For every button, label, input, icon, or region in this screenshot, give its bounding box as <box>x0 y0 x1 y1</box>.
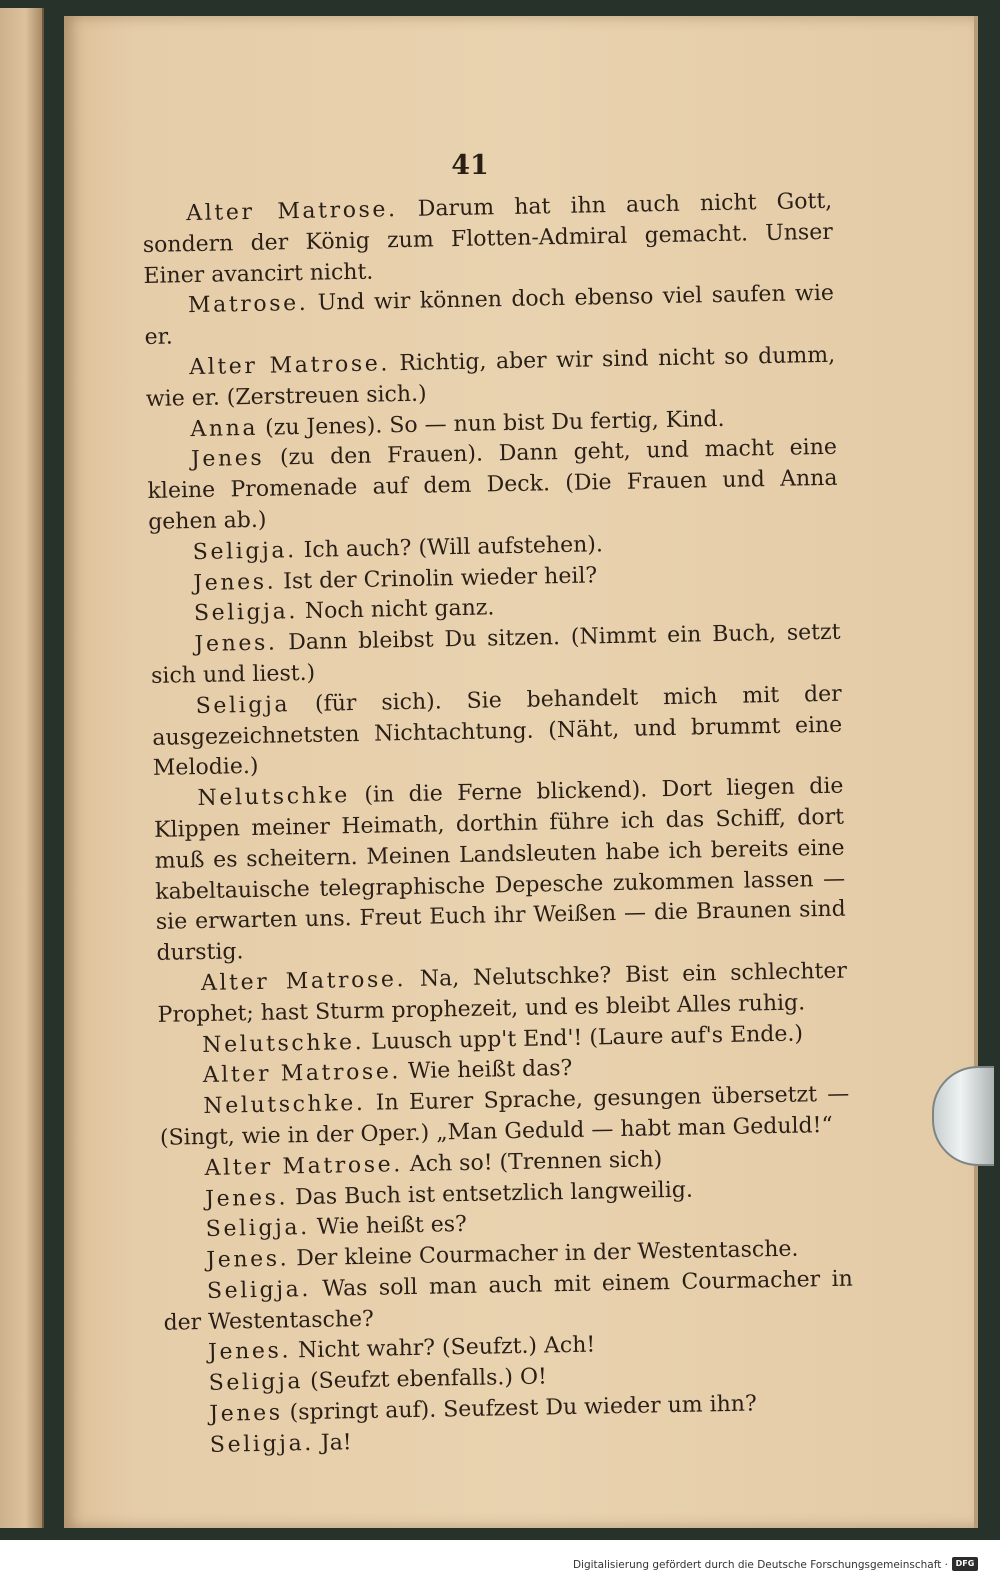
speaker-name: Seligja. <box>193 599 299 627</box>
dialogue-text: Richtig, aber wir sind nicht so dumm, wie er. (Zerstreuen sich.) <box>145 342 836 412</box>
speaker-name: Jenes <box>190 446 265 473</box>
dfg-logo: DFG <box>952 1557 978 1571</box>
dialogue-text: Noch nicht ganz. <box>297 595 495 625</box>
dialogue-line <box>147 433 839 539</box>
speaker-name: Nelutschke. <box>201 1029 365 1058</box>
speaker-name: Jenes. <box>204 1184 289 1212</box>
dialogue-text: Dann bleibst Du sitzen. (Nimmt ein Buch, setzt sich und liest.) <box>150 619 841 689</box>
speaker-name: Seligja <box>195 692 291 719</box>
dialogue-text: Wie heißt das? <box>400 1056 573 1085</box>
facing-page-edge <box>0 8 44 1528</box>
dialogue-text: Nicht wahr? (Seufzt.) Ach! <box>290 1332 596 1364</box>
page-text <box>142 187 856 1463</box>
speaker-name: Jenes. <box>206 1246 290 1274</box>
speaker-name: Matrose. <box>187 291 309 319</box>
dialogue-text: Was soll man auch mit einem Courmacher in der Westentasche? <box>163 1266 854 1336</box>
speaker-name: Jenes <box>209 1400 283 1428</box>
dialogue-line <box>142 187 834 293</box>
dialogue-text: In Eurer Sprache, gesungen übersetzt — (Singt, wie in der Oper.) „Man Geduld — habt man Geduld!“ <box>159 1081 850 1151</box>
speaker-name: Seligja. <box>209 1430 315 1458</box>
funding-credit: Digitalisierung gefördert durch die Deutsche Forschungsgemeinschaft · <box>572 1559 948 1571</box>
footer <box>0 1540 1000 1586</box>
dialogue-text: (zu Jenes). So — nun bist Du fertig, Kind. <box>257 406 725 441</box>
speaker-name: Seligja. <box>192 537 297 565</box>
dialogue-text: (in die Ferne blickend). Dort liegen die Klippen meiner Heimath, dorthin führe ich das Schiff, dort muß es scheitern. Meinen Landsleuten habe ich bereits eine kabeltauische telegraphische Depesche zukommen lassen — sie erwarten uns. Freut Euch ihr Weißen — die Braunen sind durstig. <box>153 773 846 966</box>
speaker-name: Alter Matrose. <box>188 351 391 381</box>
speaker-name: Nelutschke <box>197 783 351 812</box>
dialogue-text: Wie heißt es? <box>309 1212 468 1241</box>
dialogue-text: (Seufzt ebenfalls.) O! <box>302 1364 548 1395</box>
dialogue-text: (zu den Frauen). Dann geht, und macht eine kleine Promenade auf dem Deck. (Die Frauen und Anna gehen ab.) <box>147 435 838 535</box>
dialogue-text: Und wir können doch ebenso viel saufen wie er. <box>144 281 835 351</box>
page-number: 41 <box>451 150 489 181</box>
speaker-name: Jenes. <box>194 630 278 658</box>
speaker-name: Seligja. <box>206 1276 312 1304</box>
speaker-name: Seligja <box>208 1369 304 1397</box>
dialogue-text: Das Buch ist entsetzlich langweilig. <box>287 1177 694 1210</box>
dialogue-text: Ich auch? (Will aufstehen). <box>296 531 604 563</box>
dialogue-line <box>153 772 846 970</box>
speaker-name: Alter Matrose. <box>202 1059 402 1089</box>
speaker-name: Alter Matrose. <box>204 1151 404 1181</box>
speaker-name: Anna <box>190 415 259 442</box>
dialogue-text: Darum hat ihn auch nicht Gott, sondern der König zum Flotten-Admiral gemacht. Unser Einer avancirt nicht. <box>142 188 833 289</box>
dialogue-text: Der kleine Courmacher in der Westentasche. <box>289 1236 799 1272</box>
speaker-name: Alter Matrose. <box>186 197 398 227</box>
dialogue-text: (springt auf). Seufzest Du wieder um ihn? <box>282 1391 758 1426</box>
dialogue-text: Ach so! (Trennen sich) <box>402 1146 663 1177</box>
speaker-name: Alter Matrose. <box>200 966 407 996</box>
speaker-name: Jenes. <box>193 569 277 596</box>
speaker-name: Nelutschke. <box>203 1090 366 1120</box>
dialogue-text: Na, Nelutschke? Bist ein schlechter Prophet; hast Sturm prophezeit, und es bleibt Alles ruhig. <box>157 958 848 1028</box>
speaker-name: Seligja. <box>205 1215 310 1243</box>
dialogue-text: (für sich). Sie behandelt mich mit der ausgezeichnetsten Nichtachtung. (Näht, und brummt eine Melodie.) <box>152 681 843 782</box>
dialogue-line <box>151 679 843 785</box>
dialogue-text: Ja! <box>313 1430 352 1456</box>
speaker-name: Jenes. <box>207 1338 292 1366</box>
dialogue-text: Ist der Crinolin wieder heil? <box>276 562 598 595</box>
dialogue-text: Luusch upp't End'! (Laure auf's Ende.) <box>364 1020 804 1055</box>
